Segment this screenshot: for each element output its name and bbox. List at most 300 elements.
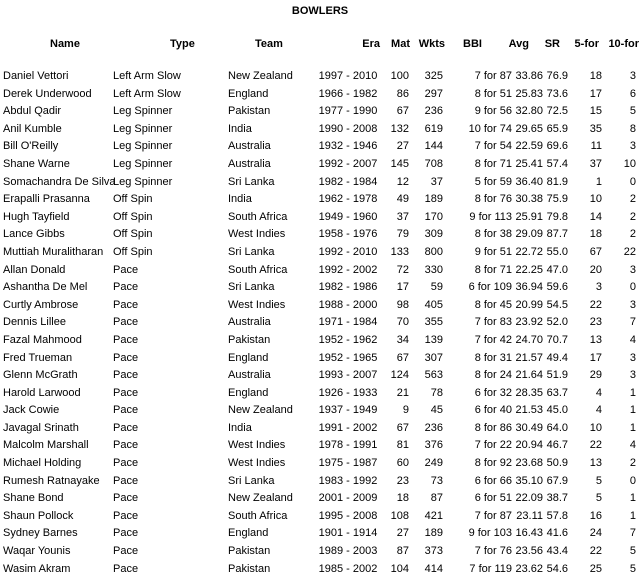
- cell-avg: 25.83: [515, 87, 543, 100]
- table-row: [0, 68, 640, 86]
- cell-bbi: 6 for 51: [474, 492, 512, 505]
- cell-name: Michael Holding: [3, 457, 82, 470]
- header-mat: Mat: [391, 38, 410, 50]
- cell-team: West Indies: [228, 439, 286, 452]
- cell-tenfor: 1: [629, 386, 636, 399]
- cell-type: Pace: [113, 474, 139, 487]
- cell-fivefor: 67: [589, 245, 602, 258]
- cell-tenfor: 7: [629, 316, 636, 329]
- cell-type: Leg Spinner: [113, 140, 173, 153]
- cell-type: Pace: [113, 527, 139, 540]
- cell-sr: 50.9: [546, 457, 568, 470]
- cell-era: 1966 - 1982: [318, 87, 378, 100]
- cell-team: Sri Lanka: [228, 175, 275, 188]
- cell-era: 1992 - 2002: [318, 263, 378, 276]
- cell-bbi: 7 for 119: [469, 562, 512, 575]
- cell-wkts: 330: [424, 263, 443, 276]
- cell-fivefor: 10: [589, 421, 602, 434]
- cell-avg: 21.57: [515, 351, 543, 364]
- cell-avg: 36.40: [515, 175, 543, 188]
- cell-type: Pace: [113, 545, 139, 558]
- table-row: [0, 209, 640, 227]
- cell-team: Australia: [228, 157, 271, 170]
- cell-team: Australia: [228, 316, 271, 329]
- cell-wkts: 59: [430, 281, 443, 294]
- cell-mat: 67: [396, 351, 409, 364]
- cell-mat: 145: [390, 157, 409, 170]
- cell-sr: 67.9: [546, 474, 568, 487]
- cell-era: 1937 - 1949: [318, 404, 378, 417]
- cell-era: 1975 - 1987: [318, 457, 378, 470]
- cell-tenfor: 4: [629, 333, 636, 346]
- cell-wkts: 373: [424, 545, 443, 558]
- cell-bbi: 6 for 109: [468, 281, 512, 294]
- cell-fivefor: 17: [589, 351, 602, 364]
- cell-bbi: 8 for 45: [474, 298, 512, 311]
- cell-type: Off Spin: [113, 228, 153, 241]
- cell-bbi: 6 for 32: [474, 386, 512, 399]
- cell-type: Leg Spinner: [113, 122, 173, 135]
- cell-wkts: 376: [424, 439, 443, 452]
- cell-sr: 75.9: [546, 193, 568, 206]
- cell-bbi: 7 for 87: [474, 70, 512, 82]
- cell-bbi: 8 for 38: [474, 228, 512, 241]
- cell-team: Pakistan: [228, 562, 271, 575]
- cell-mat: 67: [396, 421, 409, 434]
- cell-era: 1995 - 2008: [318, 509, 378, 522]
- cell-name: Abdul Qadir: [3, 105, 62, 118]
- cell-type: Pace: [113, 509, 139, 522]
- cell-era: 1977 - 1990: [318, 105, 378, 118]
- cell-wkts: 37: [430, 175, 443, 188]
- cell-tenfor: 3: [629, 70, 636, 82]
- cell-era: 1982 - 1986: [318, 281, 378, 294]
- cell-type: Leg Spinner: [113, 105, 173, 118]
- cell-fivefor: 18: [589, 228, 602, 241]
- cell-sr: 41.6: [546, 527, 568, 540]
- cell-tenfor: 8: [629, 122, 636, 135]
- cell-sr: 81.9: [546, 175, 568, 188]
- cell-name: Waqar Younis: [3, 545, 71, 558]
- cell-mat: 108: [390, 509, 409, 522]
- cell-mat: 23: [396, 474, 409, 487]
- cell-bbi: 9 for 51: [474, 245, 512, 258]
- cell-team: Pakistan: [228, 333, 271, 346]
- cell-era: 1989 - 2003: [318, 545, 378, 558]
- cell-avg: 20.94: [515, 439, 543, 452]
- cell-avg: 29.65: [515, 122, 543, 135]
- header-era: Era: [362, 38, 380, 50]
- cell-era: 1993 - 2007: [318, 369, 378, 382]
- cell-name: Hugh Tayfield: [3, 210, 70, 223]
- cell-team: India: [228, 421, 252, 434]
- cell-sr: 43.4: [546, 545, 568, 558]
- cell-name: Dennis Lillee: [3, 316, 66, 329]
- table-row: [0, 138, 640, 156]
- table-body: [0, 68, 640, 578]
- cell-wkts: 414: [424, 562, 443, 575]
- cell-name: Bill O'Reilly: [3, 140, 59, 153]
- cell-fivefor: 14: [589, 210, 602, 223]
- cell-era: 1991 - 2002: [318, 421, 378, 434]
- cell-team: New Zealand: [228, 70, 293, 82]
- cell-type: Leg Spinner: [113, 175, 173, 188]
- cell-sr: 65.9: [546, 122, 568, 135]
- cell-wkts: 309: [424, 228, 443, 241]
- cell-era: 1962 - 1978: [318, 193, 378, 206]
- cell-name: Daniel Vettori: [3, 70, 69, 82]
- cell-fivefor: 5: [595, 474, 602, 487]
- cell-bbi: 7 for 22: [474, 439, 512, 452]
- cell-tenfor: 7: [629, 527, 636, 540]
- cell-wkts: 139: [424, 333, 443, 346]
- cell-type: Pace: [113, 492, 139, 505]
- table-row: [0, 191, 640, 209]
- cell-mat: 86: [396, 87, 409, 100]
- table-row: [0, 174, 640, 192]
- cell-mat: 79: [396, 228, 409, 241]
- cell-type: Off Spin: [113, 210, 153, 223]
- cell-avg: 23.62: [515, 562, 543, 575]
- cell-sr: 76.9: [546, 70, 568, 82]
- cell-team: India: [228, 122, 252, 135]
- cell-fivefor: 20: [589, 263, 602, 276]
- cell-fivefor: 22: [589, 545, 602, 558]
- cell-sr: 55.0: [546, 245, 568, 258]
- cell-name: Allan Donald: [3, 263, 66, 276]
- cell-team: West Indies: [228, 228, 286, 241]
- table-row: [0, 332, 640, 350]
- cell-name: Fazal Mahmood: [3, 333, 82, 346]
- cell-name: Ashantha De Mel: [3, 281, 88, 294]
- cell-wkts: 236: [424, 421, 443, 434]
- cell-bbi: 10 for 74: [468, 122, 512, 135]
- table-row: [0, 367, 640, 385]
- cell-mat: 100: [390, 70, 409, 82]
- table-row: [0, 561, 640, 578]
- header-five-for: 5-for: [574, 38, 599, 50]
- cell-avg: 29.09: [515, 228, 543, 241]
- table-row: [0, 385, 640, 403]
- cell-avg: 24.70: [515, 333, 543, 346]
- cell-name: Rumesh Ratnayake: [3, 474, 100, 487]
- table-row: [0, 244, 640, 262]
- cell-type: Off Spin: [113, 193, 153, 206]
- cell-fivefor: 23: [589, 316, 602, 329]
- cell-fivefor: 11: [590, 140, 602, 153]
- cell-era: 1990 - 2008: [318, 122, 378, 135]
- cell-wkts: 307: [424, 351, 443, 364]
- cell-era: 1982 - 1984: [318, 175, 378, 188]
- cell-type: Pace: [113, 421, 139, 434]
- cell-sr: 45.0: [546, 404, 568, 417]
- cell-name: Curtly Ambrose: [3, 298, 79, 311]
- cell-avg: 25.91: [515, 210, 543, 223]
- cell-bbi: 8 for 51: [474, 87, 512, 100]
- header-bbi: BBI: [463, 38, 482, 50]
- cell-avg: 22.09: [515, 492, 543, 505]
- cell-team: West Indies: [228, 298, 286, 311]
- cell-bbi: 8 for 24: [474, 369, 512, 382]
- cell-mat: 133: [390, 245, 409, 258]
- table-row: [0, 490, 640, 508]
- cell-name: Javagal Srinath: [3, 421, 79, 434]
- header-type: Type: [170, 38, 195, 50]
- cell-tenfor: 3: [629, 263, 636, 276]
- cell-avg: 23.56: [515, 545, 543, 558]
- table-row: [0, 156, 640, 174]
- table-row: [0, 86, 640, 104]
- cell-fivefor: 13: [589, 333, 602, 346]
- cell-sr: 54.5: [546, 298, 568, 311]
- cell-name: Shane Bond: [3, 492, 64, 505]
- cell-fivefor: 3: [595, 281, 602, 294]
- cell-name: Shaun Pollock: [3, 509, 74, 522]
- cell-type: Pace: [113, 316, 139, 329]
- cell-avg: 21.53: [515, 404, 543, 417]
- cell-tenfor: 0: [629, 474, 636, 487]
- cell-wkts: 619: [424, 122, 443, 135]
- cell-mat: 67: [396, 105, 409, 118]
- header-sr: SR: [544, 38, 560, 50]
- cell-wkts: 355: [424, 316, 443, 329]
- cell-team: England: [228, 386, 269, 399]
- cell-fivefor: 10: [589, 193, 602, 206]
- cell-mat: 49: [396, 193, 409, 206]
- cell-tenfor: 5: [629, 562, 636, 575]
- cell-fivefor: 4: [595, 386, 602, 399]
- cell-era: 1949 - 1960: [318, 210, 378, 223]
- cell-sr: 46.7: [546, 439, 568, 452]
- cell-name: Wasim Akram: [3, 562, 71, 575]
- cell-mat: 81: [396, 439, 409, 452]
- cell-tenfor: 4: [629, 439, 636, 452]
- cell-era: 1952 - 1965: [318, 351, 378, 364]
- cell-era: 1988 - 2000: [318, 298, 378, 311]
- cell-bbi: 8 for 31: [474, 351, 512, 364]
- cell-fivefor: 37: [589, 157, 602, 170]
- header-wkts: Wkts: [418, 38, 445, 50]
- cell-type: Pace: [113, 369, 139, 382]
- cell-name: Lance Gibbs: [3, 228, 65, 241]
- cell-mat: 27: [396, 140, 409, 153]
- cell-sr: 38.7: [546, 492, 568, 505]
- table-row: [0, 226, 640, 244]
- table-row: [0, 455, 640, 473]
- cell-name: Erapalli Prasanna: [3, 193, 90, 206]
- cell-name: Anil Kumble: [3, 122, 62, 135]
- cell-sr: 57.4: [546, 157, 568, 170]
- cell-fivefor: 5: [595, 492, 602, 505]
- cell-sr: 59.6: [546, 281, 568, 294]
- cell-avg: 32.80: [515, 105, 543, 118]
- table-row: [0, 262, 640, 280]
- cell-team: South Africa: [228, 509, 288, 522]
- cell-avg: 21.64: [515, 369, 543, 382]
- cell-wkts: 405: [424, 298, 443, 311]
- table-row: [0, 437, 640, 455]
- cell-team: Australia: [228, 140, 271, 153]
- cell-bbi: 7 for 42: [474, 333, 512, 346]
- cell-era: 1983 - 1992: [318, 474, 378, 487]
- cell-sr: 64.0: [546, 421, 568, 434]
- cell-mat: 98: [396, 298, 409, 311]
- cell-fivefor: 1: [595, 175, 602, 188]
- table-row: [0, 543, 640, 561]
- cell-name: Glenn McGrath: [3, 369, 78, 382]
- cell-mat: 18: [396, 492, 409, 505]
- cell-wkts: 236: [424, 105, 443, 118]
- table-row: [0, 508, 640, 526]
- cell-fivefor: 22: [589, 298, 602, 311]
- table-row: [0, 402, 640, 420]
- cell-mat: 87: [396, 545, 409, 558]
- cell-type: Left Arm Slow: [113, 70, 181, 82]
- cell-team: India: [228, 193, 252, 206]
- cell-name: Sydney Barnes: [3, 527, 78, 540]
- cell-fivefor: 18: [589, 70, 602, 82]
- cell-bbi: 8 for 71: [474, 157, 512, 170]
- cell-name: Jack Cowie: [3, 404, 60, 417]
- cell-mat: 9: [402, 404, 409, 417]
- cell-name: Fred Trueman: [3, 351, 73, 364]
- cell-mat: 17: [396, 281, 409, 294]
- cell-bbi: 7 for 54: [474, 140, 512, 153]
- cell-wkts: 87: [430, 492, 443, 505]
- cell-sr: 51.9: [546, 369, 568, 382]
- cell-tenfor: 3: [629, 351, 636, 364]
- cell-type: Left Arm Slow: [113, 87, 181, 100]
- cell-wkts: 563: [424, 369, 443, 382]
- cell-sr: 69.6: [546, 140, 568, 153]
- header-team: Team: [255, 38, 283, 50]
- cell-wkts: 170: [424, 210, 443, 223]
- cell-team: South Africa: [228, 263, 288, 276]
- cell-sr: 47.0: [546, 263, 568, 276]
- cell-name: Malcolm Marshall: [3, 439, 89, 452]
- cell-avg: 30.38: [515, 193, 543, 206]
- cell-bbi: 9 for 103: [468, 527, 512, 540]
- table-row: [0, 297, 640, 315]
- cell-mat: 27: [396, 527, 409, 540]
- cell-name: Somachandra De Silva: [3, 175, 116, 188]
- cell-avg: 36.94: [515, 281, 543, 294]
- cell-mat: 60: [396, 457, 409, 470]
- cell-team: West Indies: [228, 457, 286, 470]
- cell-team: Pakistan: [228, 105, 271, 118]
- cell-avg: 33.86: [515, 70, 543, 82]
- cell-tenfor: 2: [629, 457, 636, 470]
- cell-tenfor: 2: [629, 210, 636, 223]
- cell-name: Muttiah Muralitharan: [3, 245, 104, 258]
- cell-wkts: 73: [430, 474, 443, 487]
- cell-bbi: 8 for 92: [474, 457, 512, 470]
- cell-era: 1952 - 1962: [318, 333, 378, 346]
- cell-type: Pace: [113, 439, 139, 452]
- cell-bbi: 6 for 66: [474, 474, 512, 487]
- cell-era: 1992 - 2010: [318, 245, 378, 258]
- header-name: Name: [50, 38, 80, 50]
- cell-avg: 30.49: [515, 421, 543, 434]
- cell-team: New Zealand: [228, 404, 293, 417]
- cell-team: England: [228, 527, 269, 540]
- cell-avg: 23.92: [515, 316, 543, 329]
- cell-tenfor: 5: [629, 545, 636, 558]
- cell-mat: 72: [396, 263, 409, 276]
- cell-wkts: 45: [430, 404, 443, 417]
- cell-sr: 49.4: [546, 351, 568, 364]
- cell-avg: 22.25: [515, 263, 543, 276]
- cell-sr: 52.0: [546, 316, 568, 329]
- cell-tenfor: 1: [629, 509, 636, 522]
- cell-fivefor: 16: [589, 509, 602, 522]
- cell-type: Pace: [113, 333, 139, 346]
- cell-fivefor: 4: [595, 404, 602, 417]
- cell-bbi: 9 for 113: [469, 210, 512, 223]
- cell-wkts: 189: [424, 193, 443, 206]
- cell-wkts: 297: [424, 87, 443, 100]
- cell-bbi: 7 for 83: [474, 316, 512, 329]
- table-row: [0, 314, 640, 332]
- cell-tenfor: 3: [629, 140, 636, 153]
- cell-era: 1926 - 1933: [318, 386, 378, 399]
- cell-tenfor: 0: [629, 175, 636, 188]
- cell-bbi: 5 for 59: [474, 175, 512, 188]
- cell-type: Pace: [113, 457, 139, 470]
- cell-type: Off Spin: [113, 245, 153, 258]
- cell-avg: 35.10: [515, 474, 543, 487]
- cell-fivefor: 17: [589, 87, 602, 100]
- cell-mat: 37: [396, 210, 409, 223]
- cell-team: England: [228, 87, 269, 100]
- cell-bbi: 7 for 87: [474, 509, 512, 522]
- cell-tenfor: 6: [629, 87, 636, 100]
- cell-tenfor: 0: [629, 281, 636, 294]
- cell-team: Sri Lanka: [228, 245, 275, 258]
- cell-name: Shane Warne: [3, 157, 70, 170]
- table-row: [0, 350, 640, 368]
- cell-avg: 23.68: [515, 457, 543, 470]
- cell-bbi: 8 for 86: [474, 421, 512, 434]
- cell-name: Harold Larwood: [3, 386, 81, 399]
- cell-tenfor: 2: [629, 193, 636, 206]
- cell-avg: 22.72: [515, 245, 543, 258]
- cell-tenfor: 3: [629, 298, 636, 311]
- table-row: [0, 103, 640, 121]
- cell-era: 2001 - 2009: [318, 492, 378, 505]
- table-row: [0, 279, 640, 297]
- cell-avg: 25.41: [515, 157, 543, 170]
- cell-sr: 63.7: [546, 386, 568, 399]
- cell-type: Pace: [113, 298, 139, 311]
- cell-team: England: [228, 351, 269, 364]
- cell-type: Pace: [113, 562, 139, 575]
- cell-wkts: 708: [424, 157, 443, 170]
- cell-mat: 12: [396, 175, 409, 188]
- cell-wkts: 144: [424, 140, 443, 153]
- cell-avg: 16.43: [515, 527, 543, 540]
- cell-wkts: 78: [430, 386, 443, 399]
- cell-avg: 22.59: [515, 140, 543, 153]
- table-row: [0, 473, 640, 491]
- cell-bbi: 9 for 56: [474, 105, 512, 118]
- cell-team: Australia: [228, 369, 271, 382]
- cell-bbi: 8 for 76: [474, 193, 512, 206]
- cell-type: Pace: [113, 386, 139, 399]
- cell-sr: 54.6: [546, 562, 568, 575]
- cell-tenfor: 22: [623, 245, 636, 258]
- cell-tenfor: 2: [629, 228, 636, 241]
